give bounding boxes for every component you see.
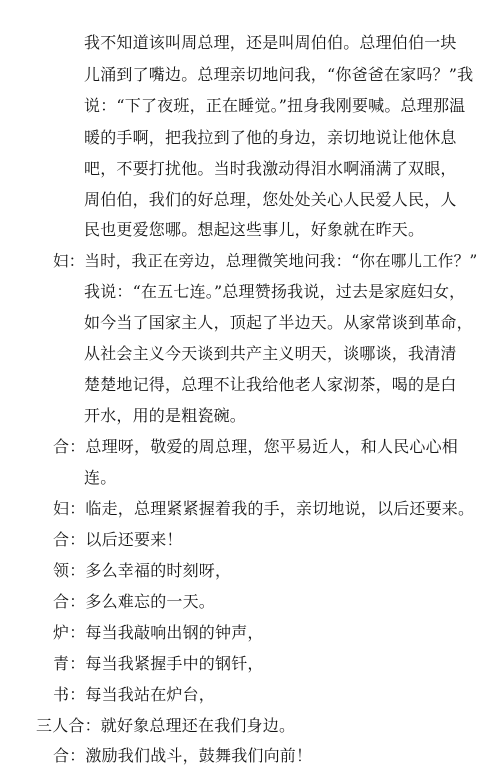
text-line-3: 说：“下了夜班，正在睡觉。”扭身我刚要喊。总理那温	[84, 96, 466, 115]
dialogue-line-shu: 书：每当我站在炉台，	[53, 685, 216, 704]
text-line-15: 连。	[84, 468, 117, 487]
dialogue-line-he-2: 合：以后还要来！	[53, 530, 183, 549]
text-line-13: 开水，用的是粗瓷碗。	[84, 406, 247, 425]
text-line-4: 暖的手啊，把我拉到了他的身边，亲切地说让他休息	[84, 128, 457, 147]
text-line-5: 吧，不要打扰他。当时我激动得泪水啊涌满了双眼，	[84, 159, 457, 178]
dialogue-line-qing: 青：每当我紧握手中的钢钎，	[53, 654, 264, 673]
text-line-11: 从社会主义今天谈到共产主义明天，谈哪谈，我清清	[84, 344, 457, 363]
dialogue-line-sanren: 三人合：就好象总理还在我们身边。	[36, 716, 296, 735]
text-line-6: 周伯伯，我们的好总理，您处处关心人民爱人民，人	[84, 190, 457, 209]
dialogue-line-he-3: 合：多么难忘的一天。	[53, 592, 216, 611]
text-line-7: 民也更爱您哪。想起这些事儿，好象就在昨天。	[84, 220, 425, 239]
dialogue-line-he-1: 合：总理呀，敬爱的周总理，您平易近人，和人民心心相	[53, 437, 459, 456]
dialogue-line-lu: 炉：每当我敲响出钢的钟声，	[53, 623, 264, 642]
text-line-1: 我不知道该叫周总理，还是叫周伯伯。总理伯伯一块	[84, 33, 457, 52]
dialogue-line-ling: 领：多么幸福的时刻呀，	[53, 561, 232, 580]
text-line-2: 儿涌到了嘴边。总理亲切地问我，“你爸爸在家吗？”我	[84, 65, 474, 84]
text-line-9: 我说：“在五七连。”总理赞扬我说，过去是家庭妇女，	[84, 282, 466, 301]
dialogue-line-fu-2: 妇：临走，总理紧紧握着我的手，亲切地说，以后还要来。	[53, 499, 475, 518]
dialogue-line-he-4: 合：激励我们战斗，鼓舞我们向前！	[53, 746, 313, 765]
dialogue-line-fu-1: 妇：当时，我正在旁边，总理微笑地问我：“你在哪儿工作？”	[53, 252, 478, 270]
text-line-12: 楚楚地记得，总理不让我给他老人家沏茶，喝的是白	[84, 375, 457, 394]
text-line-10: 如今当了国家主人，顶起了半边天。从家常谈到革命，	[84, 313, 473, 332]
